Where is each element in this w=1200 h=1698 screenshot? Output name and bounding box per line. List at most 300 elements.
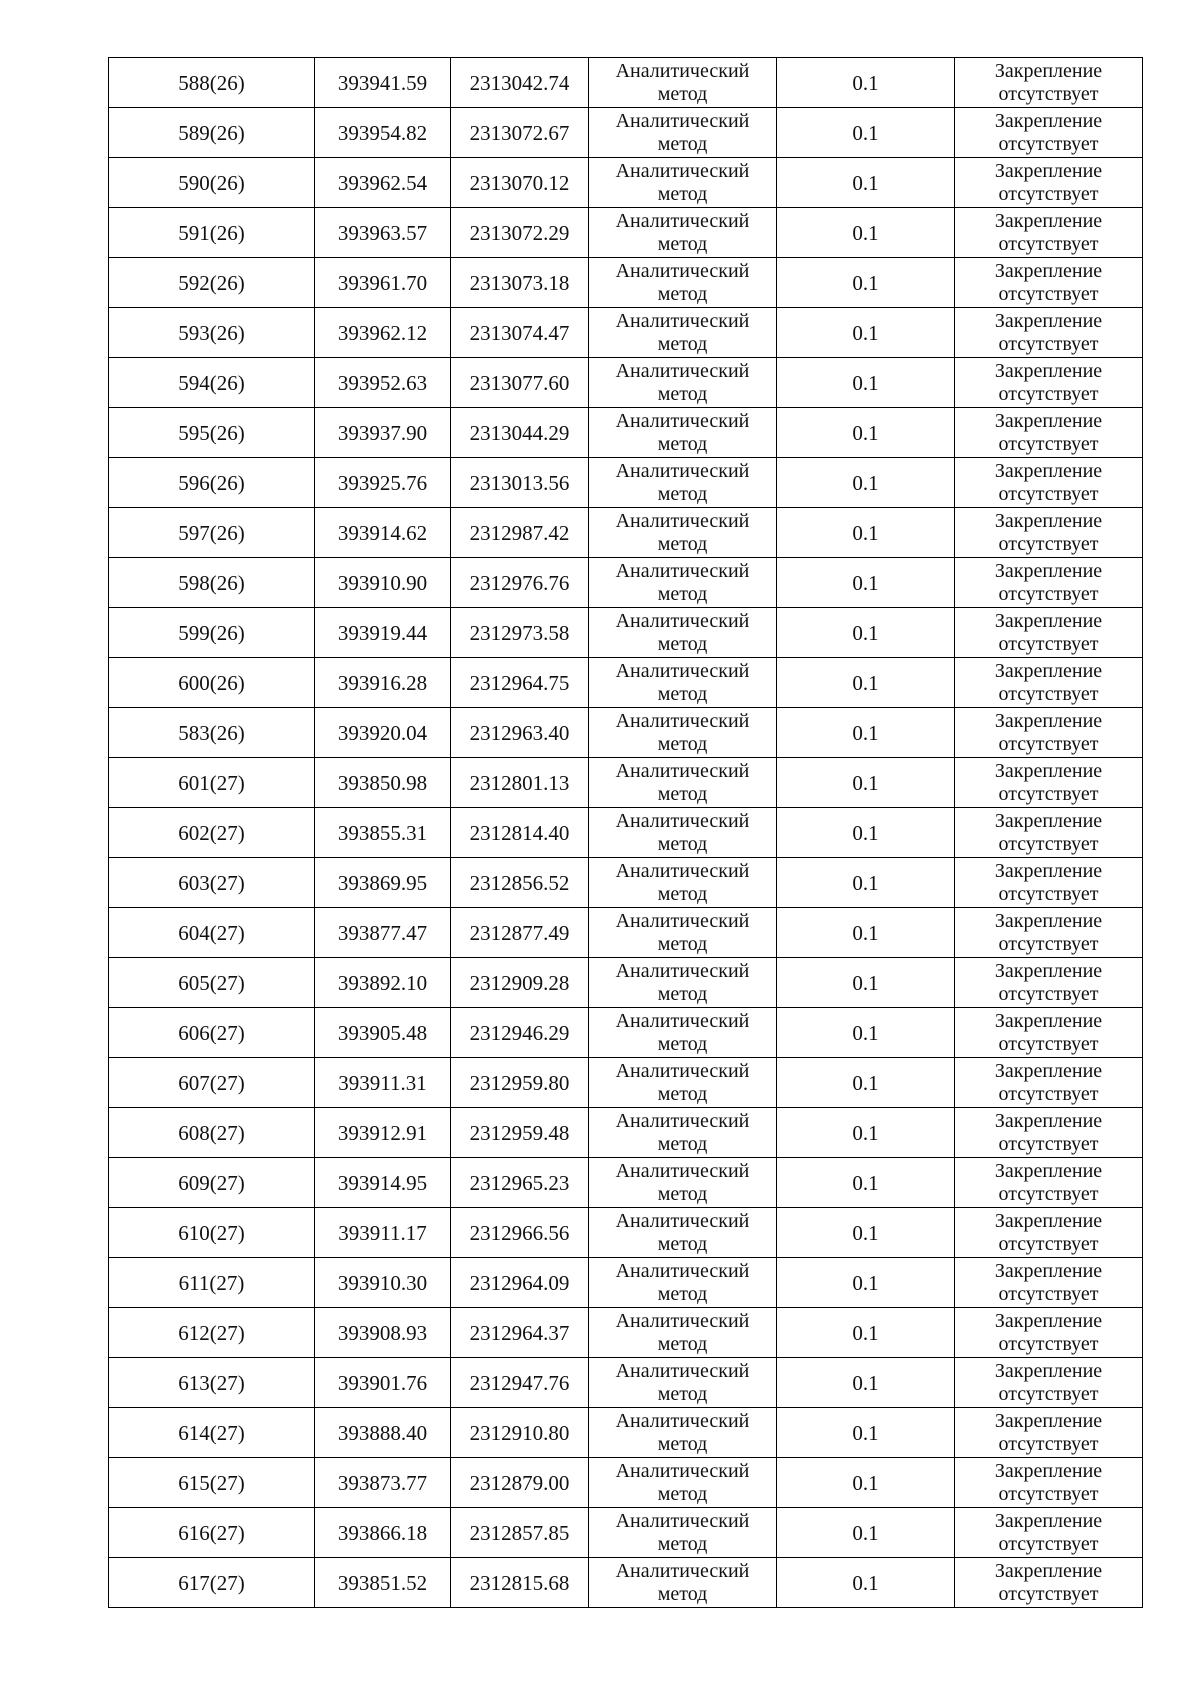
method-cell-line: Аналитический: [615, 659, 750, 682]
fixing-cell-line: Закрепление: [994, 859, 1103, 882]
table-row: [109, 308, 1143, 358]
point-number-cell: 611(27): [109, 1258, 315, 1308]
fixing-cell-line: отсутствует: [998, 482, 1099, 505]
x-coordinate-cell: 393937.90: [315, 408, 451, 458]
fixing-cell-line: отсутствует: [998, 1232, 1099, 1255]
fixing-cell-line: Закрепление: [994, 709, 1103, 732]
accuracy-cell: 0.1: [777, 408, 955, 458]
table-row: [109, 908, 1143, 958]
fixing-cell-line: Закрепление: [994, 109, 1103, 132]
x-coordinate-cell: 393855.31: [315, 808, 451, 858]
table-row: [109, 108, 1143, 158]
x-coordinate-cell: 393905.48: [315, 1008, 451, 1058]
method-cell: [589, 158, 777, 208]
fixing-cell: [955, 658, 1143, 708]
method-cell: [589, 208, 777, 258]
fixing-cell-line: Закрепление: [994, 159, 1103, 182]
x-coordinate-cell: 393892.10: [315, 958, 451, 1008]
point-number-cell: 592(26): [109, 258, 315, 308]
method-cell: [589, 1558, 777, 1608]
accuracy-cell: 0.1: [777, 1058, 955, 1108]
fixing-cell-line: отсутствует: [998, 1332, 1099, 1355]
y-coordinate-cell: 2312964.09: [451, 1258, 589, 1308]
y-coordinate-cell: 2312959.80: [451, 1058, 589, 1108]
fixing-cell: [955, 908, 1143, 958]
method-cell-line: метод: [657, 232, 708, 255]
y-coordinate-cell: 2313070.12: [451, 158, 589, 208]
table-row: [109, 1058, 1143, 1108]
method-cell-line: метод: [657, 982, 708, 1005]
method-cell: [589, 1008, 777, 1058]
y-coordinate-cell: 2312857.85: [451, 1508, 589, 1558]
table-row: [109, 358, 1143, 408]
method-cell-line: Аналитический: [615, 1359, 750, 1382]
accuracy-cell: 0.1: [777, 1258, 955, 1308]
y-coordinate-cell: 2312947.76: [451, 1358, 589, 1408]
fixing-cell: [955, 808, 1143, 858]
coordinates-table: [108, 57, 1143, 1608]
method-cell: [589, 1458, 777, 1508]
accuracy-cell: 0.1: [777, 258, 955, 308]
method-cell-line: Аналитический: [615, 1009, 750, 1032]
point-number-cell: 614(27): [109, 1408, 315, 1458]
x-coordinate-cell: 393850.98: [315, 758, 451, 808]
method-cell-line: метод: [657, 82, 708, 105]
x-coordinate-cell: 393962.12: [315, 308, 451, 358]
fixing-cell-line: отсутствует: [998, 182, 1099, 205]
point-number-cell: 605(27): [109, 958, 315, 1008]
fixing-cell-line: Закрепление: [994, 809, 1103, 832]
method-cell-line: метод: [657, 632, 708, 655]
point-number-cell: 593(26): [109, 308, 315, 358]
accuracy-cell: 0.1: [777, 58, 955, 108]
fixing-cell: [955, 1158, 1143, 1208]
y-coordinate-cell: 2312965.23: [451, 1158, 589, 1208]
method-cell-line: Аналитический: [615, 709, 750, 732]
y-coordinate-cell: 2312976.76: [451, 558, 589, 608]
point-number-cell: 594(26): [109, 358, 315, 408]
y-coordinate-cell: 2312963.40: [451, 708, 589, 758]
fixing-cell-line: отсутствует: [998, 1532, 1099, 1555]
y-coordinate-cell: 2312959.48: [451, 1108, 589, 1158]
x-coordinate-cell: 393910.90: [315, 558, 451, 608]
method-cell-line: Аналитический: [615, 609, 750, 632]
x-coordinate-cell: 393912.91: [315, 1108, 451, 1158]
fixing-cell: [955, 1408, 1143, 1458]
method-cell-line: Аналитический: [615, 309, 750, 332]
x-coordinate-cell: 393888.40: [315, 1408, 451, 1458]
method-cell-line: Аналитический: [615, 259, 750, 282]
accuracy-cell: 0.1: [777, 1208, 955, 1258]
fixing-cell: [955, 158, 1143, 208]
fixing-cell: [955, 308, 1143, 358]
x-coordinate-cell: 393851.52: [315, 1558, 451, 1608]
fixing-cell-line: Закрепление: [994, 1209, 1103, 1232]
method-cell-line: метод: [657, 282, 708, 305]
fixing-cell-line: Закрепление: [994, 409, 1103, 432]
x-coordinate-cell: 393911.17: [315, 1208, 451, 1258]
method-cell-line: Аналитический: [615, 1509, 750, 1532]
fixing-cell: [955, 58, 1143, 108]
method-cell-line: Аналитический: [615, 1459, 750, 1482]
accuracy-cell: 0.1: [777, 608, 955, 658]
fixing-cell-line: отсутствует: [998, 282, 1099, 305]
method-cell: [589, 708, 777, 758]
table-row: [109, 508, 1143, 558]
table-row: [109, 1208, 1143, 1258]
fixing-cell-line: отсутствует: [998, 1382, 1099, 1405]
table-row: [109, 1158, 1143, 1208]
table-row: [109, 1458, 1143, 1508]
method-cell-line: Аналитический: [615, 509, 750, 532]
method-cell: [589, 1508, 777, 1558]
method-cell-line: Аналитический: [615, 159, 750, 182]
method-cell: [589, 408, 777, 458]
point-number-cell: 606(27): [109, 1008, 315, 1058]
fixing-cell-line: Закрепление: [994, 1259, 1103, 1282]
point-number-cell: 610(27): [109, 1208, 315, 1258]
method-cell: [589, 108, 777, 158]
fixing-cell: [955, 1008, 1143, 1058]
y-coordinate-cell: 2312946.29: [451, 1008, 589, 1058]
accuracy-cell: 0.1: [777, 1308, 955, 1358]
method-cell-line: метод: [657, 582, 708, 605]
accuracy-cell: 0.1: [777, 208, 955, 258]
table-row: [109, 1508, 1143, 1558]
accuracy-cell: 0.1: [777, 1108, 955, 1158]
point-number-cell: 603(27): [109, 858, 315, 908]
method-cell-line: метод: [657, 1532, 708, 1555]
method-cell-line: метод: [657, 782, 708, 805]
y-coordinate-cell: 2313044.29: [451, 408, 589, 458]
x-coordinate-cell: 393908.93: [315, 1308, 451, 1358]
fixing-cell: [955, 358, 1143, 408]
fixing-cell: [955, 458, 1143, 508]
method-cell-line: метод: [657, 532, 708, 555]
point-number-cell: 612(27): [109, 1308, 315, 1358]
point-number-cell: 591(26): [109, 208, 315, 258]
x-coordinate-cell: 393866.18: [315, 1508, 451, 1558]
x-coordinate-cell: 393916.28: [315, 658, 451, 708]
fixing-cell-line: Закрепление: [994, 1509, 1103, 1532]
point-number-cell: 607(27): [109, 1058, 315, 1108]
method-cell: [589, 1158, 777, 1208]
table-row: [109, 1258, 1143, 1308]
fixing-cell: [955, 1058, 1143, 1108]
method-cell: [589, 458, 777, 508]
method-cell: [589, 858, 777, 908]
method-cell-line: метод: [657, 332, 708, 355]
point-number-cell: 598(26): [109, 558, 315, 608]
fixing-cell-line: Закрепление: [994, 309, 1103, 332]
y-coordinate-cell: 2313013.56: [451, 458, 589, 508]
method-cell-line: Аналитический: [615, 559, 750, 582]
point-number-cell: 590(26): [109, 158, 315, 208]
x-coordinate-cell: 393962.54: [315, 158, 451, 208]
x-coordinate-cell: 393963.57: [315, 208, 451, 258]
fixing-cell-line: отсутствует: [998, 582, 1099, 605]
fixing-cell-line: отсутствует: [998, 1032, 1099, 1055]
y-coordinate-cell: 2312815.68: [451, 1558, 589, 1608]
x-coordinate-cell: 393961.70: [315, 258, 451, 308]
point-number-cell: 608(27): [109, 1108, 315, 1158]
point-number-cell: 617(27): [109, 1558, 315, 1608]
x-coordinate-cell: 393869.95: [315, 858, 451, 908]
fixing-cell: [955, 608, 1143, 658]
y-coordinate-cell: 2312987.42: [451, 508, 589, 558]
fixing-cell: [955, 1458, 1143, 1508]
fixing-cell: [955, 858, 1143, 908]
fixing-cell-line: Закрепление: [994, 1109, 1103, 1132]
fixing-cell-line: Закрепление: [994, 659, 1103, 682]
table-row: [109, 608, 1143, 658]
method-cell-line: Аналитический: [615, 1209, 750, 1232]
method-cell-line: Аналитический: [615, 1109, 750, 1132]
method-cell-line: метод: [657, 832, 708, 855]
fixing-cell-line: Закрепление: [994, 609, 1103, 632]
fixing-cell-line: Закрепление: [994, 1059, 1103, 1082]
x-coordinate-cell: 393873.77: [315, 1458, 451, 1508]
fixing-cell-line: отсутствует: [998, 782, 1099, 805]
method-cell: [589, 908, 777, 958]
fixing-cell-line: Закрепление: [994, 359, 1103, 382]
fixing-cell-line: отсутствует: [998, 532, 1099, 555]
table-row: [109, 808, 1143, 858]
method-cell-line: метод: [657, 432, 708, 455]
fixing-cell-line: отсутствует: [998, 632, 1099, 655]
method-cell: [589, 1208, 777, 1258]
fixing-cell-line: Закрепление: [994, 209, 1103, 232]
table-row: [109, 858, 1143, 908]
table-row: [109, 58, 1143, 108]
method-cell-line: метод: [657, 1132, 708, 1155]
fixing-cell-line: отсутствует: [998, 1482, 1099, 1505]
fixing-cell-line: Закрепление: [994, 59, 1103, 82]
method-cell-line: Аналитический: [615, 1309, 750, 1332]
fixing-cell-line: отсутствует: [998, 382, 1099, 405]
method-cell-line: Аналитический: [615, 359, 750, 382]
table-row: [109, 1308, 1143, 1358]
accuracy-cell: 0.1: [777, 458, 955, 508]
method-cell-line: метод: [657, 1082, 708, 1105]
fixing-cell-line: отсутствует: [998, 432, 1099, 455]
y-coordinate-cell: 2313042.74: [451, 58, 589, 108]
fixing-cell: [955, 258, 1143, 308]
table-row: [109, 758, 1143, 808]
fixing-cell-line: отсутствует: [998, 1282, 1099, 1305]
table-row: [109, 1108, 1143, 1158]
point-number-cell: 599(26): [109, 608, 315, 658]
method-cell-line: Аналитический: [615, 959, 750, 982]
fixing-cell: [955, 1308, 1143, 1358]
fixing-cell: [955, 958, 1143, 1008]
y-coordinate-cell: 2313072.29: [451, 208, 589, 258]
accuracy-cell: 0.1: [777, 858, 955, 908]
fixing-cell-line: отсутствует: [998, 332, 1099, 355]
fixing-cell: [955, 758, 1143, 808]
fixing-cell-line: Закрепление: [994, 1409, 1103, 1432]
accuracy-cell: 0.1: [777, 1358, 955, 1408]
fixing-cell-line: Закрепление: [994, 259, 1103, 282]
accuracy-cell: 0.1: [777, 308, 955, 358]
method-cell: [589, 1358, 777, 1408]
fixing-cell-line: отсутствует: [998, 832, 1099, 855]
table-row: [109, 158, 1143, 208]
method-cell: [589, 1108, 777, 1158]
accuracy-cell: 0.1: [777, 108, 955, 158]
fixing-cell: [955, 558, 1143, 608]
x-coordinate-cell: 393877.47: [315, 908, 451, 958]
point-number-cell: 595(26): [109, 408, 315, 458]
method-cell-line: Аналитический: [615, 1159, 750, 1182]
x-coordinate-cell: 393954.82: [315, 108, 451, 158]
method-cell: [589, 958, 777, 1008]
method-cell-line: метод: [657, 1032, 708, 1055]
fixing-cell: [955, 408, 1143, 458]
fixing-cell-line: Закрепление: [994, 559, 1103, 582]
table-row: [109, 458, 1143, 508]
accuracy-cell: 0.1: [777, 508, 955, 558]
fixing-cell-line: отсутствует: [998, 232, 1099, 255]
fixing-cell-line: отсутствует: [998, 732, 1099, 755]
method-cell-line: метод: [657, 1232, 708, 1255]
fixing-cell: [955, 1508, 1143, 1558]
fixing-cell-line: Закрепление: [994, 509, 1103, 532]
method-cell-line: Аналитический: [615, 859, 750, 882]
y-coordinate-cell: 2312966.56: [451, 1208, 589, 1258]
point-number-cell: 583(26): [109, 708, 315, 758]
method-cell-line: Аналитический: [615, 1059, 750, 1082]
method-cell: [589, 508, 777, 558]
point-number-cell: 596(26): [109, 458, 315, 508]
fixing-cell: [955, 1258, 1143, 1308]
y-coordinate-cell: 2313073.18: [451, 258, 589, 308]
accuracy-cell: 0.1: [777, 1458, 955, 1508]
y-coordinate-cell: 2312964.75: [451, 658, 589, 708]
method-cell-line: Аналитический: [615, 59, 750, 82]
method-cell: [589, 558, 777, 608]
fixing-cell-line: Закрепление: [994, 1359, 1103, 1382]
accuracy-cell: 0.1: [777, 708, 955, 758]
accuracy-cell: 0.1: [777, 758, 955, 808]
table-row: [109, 558, 1143, 608]
table-row: [109, 958, 1143, 1008]
method-cell: [589, 1308, 777, 1358]
point-number-cell: 616(27): [109, 1508, 315, 1558]
accuracy-cell: 0.1: [777, 558, 955, 608]
point-number-cell: 615(27): [109, 1458, 315, 1508]
method-cell-line: метод: [657, 1182, 708, 1205]
accuracy-cell: 0.1: [777, 1508, 955, 1558]
y-coordinate-cell: 2313074.47: [451, 308, 589, 358]
fixing-cell-line: отсутствует: [998, 682, 1099, 705]
method-cell: [589, 258, 777, 308]
table-row: [109, 258, 1143, 308]
y-coordinate-cell: 2312856.52: [451, 858, 589, 908]
y-coordinate-cell: 2312910.80: [451, 1408, 589, 1458]
method-cell-line: Аналитический: [615, 759, 750, 782]
fixing-cell: [955, 1208, 1143, 1258]
accuracy-cell: 0.1: [777, 658, 955, 708]
accuracy-cell: 0.1: [777, 158, 955, 208]
accuracy-cell: 0.1: [777, 1558, 955, 1608]
fixing-cell: [955, 1108, 1143, 1158]
method-cell: [589, 808, 777, 858]
point-number-cell: 613(27): [109, 1358, 315, 1408]
method-cell-line: метод: [657, 1482, 708, 1505]
accuracy-cell: 0.1: [777, 958, 955, 1008]
fixing-cell-line: отсутствует: [998, 982, 1099, 1005]
x-coordinate-cell: 393919.44: [315, 608, 451, 658]
accuracy-cell: 0.1: [777, 1008, 955, 1058]
fixing-cell-line: Закрепление: [994, 1309, 1103, 1332]
table-row: [109, 1408, 1143, 1458]
accuracy-cell: 0.1: [777, 1158, 955, 1208]
fixing-cell: [955, 508, 1143, 558]
x-coordinate-cell: 393941.59: [315, 58, 451, 108]
method-cell-line: метод: [657, 732, 708, 755]
method-cell: [589, 658, 777, 708]
fixing-cell-line: Закрепление: [994, 909, 1103, 932]
x-coordinate-cell: 393925.76: [315, 458, 451, 508]
method-cell-line: метод: [657, 682, 708, 705]
method-cell-line: метод: [657, 1332, 708, 1355]
method-cell-line: метод: [657, 182, 708, 205]
fixing-cell: [955, 208, 1143, 258]
table-row: [109, 208, 1143, 258]
method-cell: [589, 358, 777, 408]
method-cell-line: Аналитический: [615, 459, 750, 482]
fixing-cell: [955, 1558, 1143, 1608]
fixing-cell: [955, 708, 1143, 758]
method-cell-line: Аналитический: [615, 1259, 750, 1282]
method-cell-line: Аналитический: [615, 1409, 750, 1432]
method-cell-line: метод: [657, 882, 708, 905]
fixing-cell: [955, 108, 1143, 158]
x-coordinate-cell: 393910.30: [315, 1258, 451, 1308]
fixing-cell-line: отсутствует: [998, 132, 1099, 155]
method-cell-line: метод: [657, 1382, 708, 1405]
x-coordinate-cell: 393952.63: [315, 358, 451, 408]
table-row: [109, 708, 1143, 758]
method-cell: [589, 58, 777, 108]
fixing-cell-line: Закрепление: [994, 1559, 1103, 1582]
point-number-cell: 600(26): [109, 658, 315, 708]
table-row: [109, 1358, 1143, 1408]
method-cell: [589, 758, 777, 808]
fixing-cell: [955, 1358, 1143, 1408]
y-coordinate-cell: 2312879.00: [451, 1458, 589, 1508]
fixing-cell-line: Закрепление: [994, 759, 1103, 782]
fixing-cell-line: отсутствует: [998, 932, 1099, 955]
x-coordinate-cell: 393901.76: [315, 1358, 451, 1408]
fixing-cell-line: Закрепление: [994, 1159, 1103, 1182]
fixing-cell-line: отсутствует: [998, 1132, 1099, 1155]
fixing-cell-line: отсутствует: [998, 1182, 1099, 1205]
method-cell-line: Аналитический: [615, 109, 750, 132]
method-cell-line: метод: [657, 382, 708, 405]
point-number-cell: 601(27): [109, 758, 315, 808]
x-coordinate-cell: 393914.62: [315, 508, 451, 558]
fixing-cell-line: отсутствует: [998, 82, 1099, 105]
point-number-cell: 602(27): [109, 808, 315, 858]
accuracy-cell: 0.1: [777, 808, 955, 858]
method-cell-line: Аналитический: [615, 909, 750, 932]
method-cell-line: Аналитический: [615, 209, 750, 232]
method-cell-line: Аналитический: [615, 409, 750, 432]
point-number-cell: 589(26): [109, 108, 315, 158]
y-coordinate-cell: 2312801.13: [451, 758, 589, 808]
